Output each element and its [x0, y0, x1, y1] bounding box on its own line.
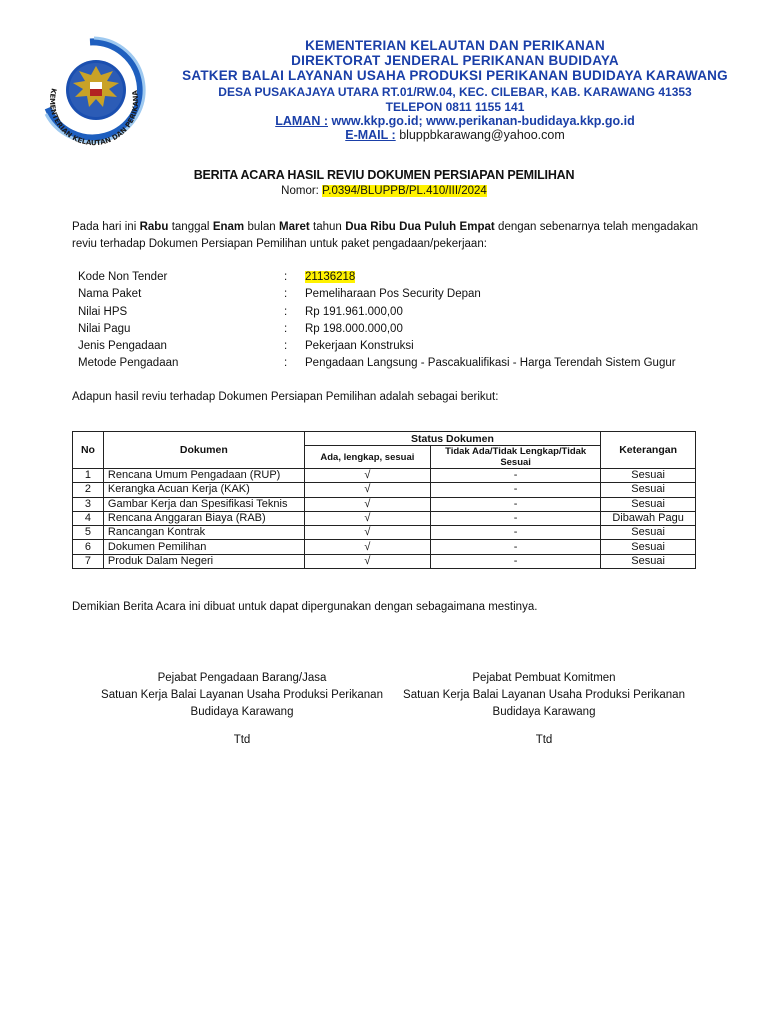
table-row [73, 526, 696, 540]
closing-statement: Demikian Berita Acara ini dibuat untuk dapat dipergunakan dengan sebagaimana mestinya. [72, 601, 538, 613]
cell-tidak: - [431, 483, 601, 497]
website-line [160, 114, 750, 128]
intro-text: tanggal [168, 221, 213, 233]
document-number [0, 185, 768, 197]
header-status: Status Dokumen [304, 432, 600, 446]
detail-colon: : [284, 322, 288, 335]
signer-unit-cont: Budidaya Karawang [190, 706, 294, 718]
cell-no: 4 [73, 511, 104, 525]
header-keterangan: Keterangan [601, 432, 696, 469]
cell-tidak: - [431, 540, 601, 554]
cell-dokumen: Produk Dalam Negeri [103, 554, 304, 568]
check-mark: √ [304, 511, 430, 525]
check-mark: √ [304, 469, 430, 483]
check-mark: √ [304, 526, 430, 540]
cell-tidak: - [431, 497, 601, 511]
nomor-label: Nomor: [281, 185, 319, 197]
signer-role: Pejabat Pembuat Komitmen [472, 672, 616, 684]
cell-no: 6 [73, 540, 104, 554]
intro-text: dengan sebenarnya telah mengadakan reviu terhadap Dokumen Persiapan Pemilihan untuk paket pengadaan/pekerjaan: [72, 221, 699, 250]
intro-day: Rabu [139, 221, 169, 233]
satker-name: SATKER BALAI LAYANAN USAHA PRODUKSI PERIKANAN BUDIDAYA KARAWANG [182, 68, 728, 83]
detail-label: Nilai Pagu [78, 322, 131, 335]
cell-no: 2 [73, 483, 104, 497]
kkp-logo [30, 30, 158, 148]
table-row [73, 540, 696, 554]
table-row [73, 511, 696, 525]
table-row [73, 497, 696, 511]
email-line [160, 128, 750, 142]
ministry-name: KEMENTERIAN KELAUTAN DAN PERIKANAN [305, 38, 605, 53]
detail-colon: : [284, 357, 288, 370]
detail-colon: : [284, 340, 288, 353]
cell-tidak: - [431, 554, 601, 568]
detail-label: Kode Non Tender [78, 271, 168, 283]
cell-keterangan: Sesuai [601, 469, 696, 483]
intro-paragraph [72, 219, 698, 253]
cell-dokumen: Rencana Anggaran Biaya (RAB) [103, 511, 304, 525]
cell-keterangan: Sesuai [601, 526, 696, 540]
detail-value: Pemeliharaan Pos Security Depan [305, 288, 481, 301]
cell-dokumen: Rancangan Kontrak [103, 526, 304, 540]
signature-right [394, 670, 694, 749]
detail-label: Nilai HPS [78, 305, 128, 318]
detail-value: Pekerjaan Konstruksi [305, 340, 414, 353]
signer-role: Pejabat Pengadaan Barang/Jasa [157, 672, 327, 684]
cell-keterangan: Sesuai [601, 497, 696, 511]
cell-dokumen: Rencana Umum Pengadaan (RUP) [103, 469, 304, 483]
email-label: E-MAIL : [345, 128, 396, 142]
header-dokumen: Dokumen [103, 432, 304, 469]
table-row [73, 554, 696, 568]
detail-colon: : [284, 271, 288, 283]
detail-value: Rp 198.000.000,00 [305, 322, 403, 335]
intro-date: Enam [212, 221, 245, 233]
cell-tidak: - [431, 511, 601, 525]
intro-text: tahun [309, 221, 346, 233]
signer-unit-cont: Budidaya Karawang [492, 706, 596, 718]
review-table [72, 431, 696, 569]
detail-value: 21136218 [305, 271, 356, 283]
signature-mark: Ttd [535, 734, 553, 746]
signer-unit: Satuan Kerja Balai Layanan Usaha Produksi Perikanan [403, 689, 685, 701]
phone: TELEPON 0811 1155 141 [385, 100, 525, 114]
check-mark: √ [304, 483, 430, 497]
directorate-name: DIREKTORAT JENDERAL PERIKANAN BUDIDAYA [291, 53, 619, 68]
nomor-value: P.0394/BLUPPB/PL.410/III/2024 [322, 185, 487, 197]
signature-mark: Ttd [233, 734, 251, 746]
cell-keterangan: Sesuai [601, 540, 696, 554]
table-row [73, 483, 696, 497]
cell-no: 7 [73, 554, 104, 568]
detail-label: Metode Pengadaan [78, 357, 179, 370]
result-intro: Adapun hasil reviu terhadap Dokumen Persiapan Pemilihan adalah sebagai berikut: [72, 391, 499, 403]
intro-text: bulan [244, 221, 279, 233]
cell-keterangan: Sesuai [601, 554, 696, 568]
detail-label: Jenis Pengadaan [78, 340, 167, 353]
header-ada: Ada, lengkap, sesuai [304, 446, 430, 469]
detail-value: Rp 191.961.000,00 [305, 305, 403, 318]
cell-keterangan: Dibawah Pagu [601, 511, 696, 525]
detail-colon: : [284, 305, 288, 318]
website-label: LAMAN : [275, 114, 328, 128]
check-mark: √ [304, 540, 430, 554]
detail-value: Pengadaan Langsung - Pascakualifikasi - Harga Terendah Sistem Gugur [305, 357, 676, 370]
document-title: BERITA ACARA HASIL REVIU DOKUMEN PERSIAPAN PEMILIHAN [193, 168, 575, 182]
detail-label: Nama Paket [78, 288, 142, 301]
signer-unit: Satuan Kerja Balai Layanan Usaha Produksi Perikanan [101, 689, 383, 701]
intro-text: Pada hari ini [72, 221, 140, 233]
header-tidak: Tidak Ada/Tidak Lengkap/Tidak Sesuai [431, 446, 601, 469]
letterhead [160, 38, 750, 142]
website-links[interactable]: www.kkp.go.id; www.perikanan-budidaya.kkp.go.id [331, 114, 635, 128]
address: DESA PUSAKAJAYA UTARA RT.01/RW.04, KEC. CILEBAR, KAB. KARAWANG 41353 [218, 85, 692, 99]
check-mark: √ [304, 497, 430, 511]
detail-colon: : [284, 288, 288, 301]
table-row [73, 469, 696, 483]
cell-tidak: - [431, 526, 601, 540]
email-link[interactable]: bluppbkarawang@yahoo.com [399, 128, 565, 142]
cell-no: 3 [73, 497, 104, 511]
cell-no: 5 [73, 526, 104, 540]
cell-tidak: - [431, 469, 601, 483]
signature-left [92, 670, 392, 749]
intro-month: Maret [279, 221, 310, 233]
check-mark: √ [304, 554, 430, 568]
cell-dokumen: Gambar Kerja dan Spesifikasi Teknis [103, 497, 304, 511]
cell-dokumen: Kerangka Acuan Kerja (KAK) [103, 483, 304, 497]
header-no: No [73, 432, 104, 469]
cell-keterangan: Sesuai [601, 483, 696, 497]
intro-year: Dua Ribu Dua Puluh Empat [345, 221, 495, 233]
logo-ring-text: KEMENTERIAN KELAUTAN DAN PERIKANA [47, 87, 141, 148]
cell-no: 1 [73, 469, 104, 483]
cell-dokumen: Dokumen Pemilihan [103, 540, 304, 554]
